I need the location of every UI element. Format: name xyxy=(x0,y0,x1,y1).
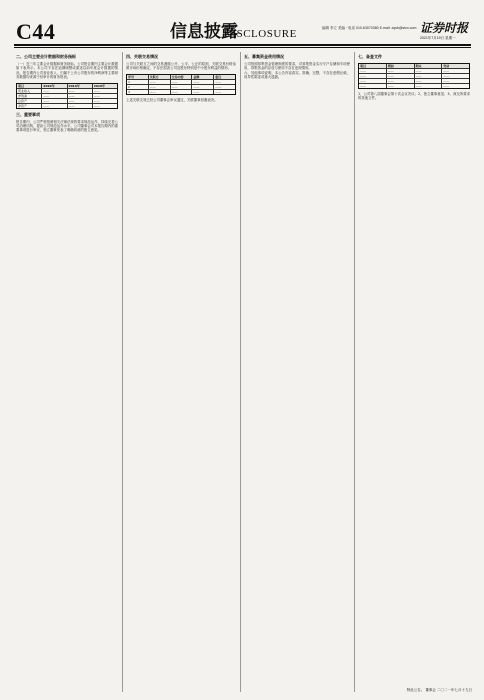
col2-paragraph-1: 公司与关联方之间的交易遵循公开、公平、公正的原则，关联交易价格参照市场价格确定，不存在损害公司及股东特别是中小股东利益的情形。 xyxy=(126,62,236,71)
masthead xyxy=(0,0,484,44)
table-cell: —— xyxy=(171,80,193,84)
col4-table-1 xyxy=(358,63,470,89)
col1-heading-2: 三、重要事项 xyxy=(16,111,40,117)
table-cell: 2018年 xyxy=(93,83,106,88)
column-divider xyxy=(122,52,123,692)
table-row xyxy=(17,104,117,108)
table-cell: —— xyxy=(387,74,415,78)
table-cell: —— xyxy=(192,80,214,84)
table-cell: 期末 xyxy=(415,64,443,68)
table-cell: 2020年 xyxy=(42,84,67,88)
table-cell: —— xyxy=(443,69,450,73)
table-cell: 净资产 xyxy=(17,104,42,108)
table-cell: —— xyxy=(149,90,171,94)
table-cell: —— xyxy=(387,84,415,88)
table-cell: —— xyxy=(68,89,93,93)
table-cell: —— xyxy=(415,79,443,83)
table-cell: 变动 xyxy=(443,64,450,68)
table-cell: —— xyxy=(215,79,222,84)
table-cell: —— xyxy=(42,89,67,93)
table-cell: —— xyxy=(359,84,387,88)
table-cell: —— xyxy=(192,90,214,94)
table-cell: —— xyxy=(415,74,443,78)
section-title-cn: 信息披露 xyxy=(170,22,238,42)
table-cell: 项目 xyxy=(359,64,387,68)
table-cell: —— xyxy=(359,74,387,78)
col1-table-1 xyxy=(16,83,118,109)
col3-heading-1: 五、募集资金使用情况 xyxy=(244,54,284,59)
table-cell: —— xyxy=(192,85,214,89)
table-cell: 期初 xyxy=(387,64,415,68)
col2-heading-1: 四、关联交易情况 xyxy=(126,54,158,59)
table-cell: 序号 xyxy=(127,75,149,79)
issue-date: 2021年7月19日 星期一 xyxy=(420,36,456,40)
table-row xyxy=(359,84,469,88)
table-cell: —— xyxy=(93,98,100,103)
col3-paragraph-2: 六、其他事项说明。本公告内容真实、准确、完整，不存在虚假记载、误导性陈述或重大遗漏。 xyxy=(244,70,350,80)
table-cell: 项目 xyxy=(17,84,42,88)
table-cell: 净利润 xyxy=(17,94,42,98)
col1-paragraph-1: （一）近三年主要会计数据和财务指标。公司报告期内主要会计数据如下表所示，本公司不存在追溯调整或重述以前年度会计数据的情况。报告期内公司营业收入、归属于上市公司股东的净利润等主要财务数据均来源于经审计的财务报表。 xyxy=(16,62,118,80)
table-cell: —— xyxy=(443,74,450,78)
col1-heading-1: 二、公司主要会计数据和财务指标 xyxy=(16,54,76,59)
masthead-rule-thick xyxy=(14,44,471,46)
table-cell: —— xyxy=(93,88,100,93)
table-cell: 关联方 xyxy=(149,75,171,79)
table-cell: 营业收入 xyxy=(17,89,42,93)
table-cell: —— xyxy=(68,94,93,98)
table-cell: —— xyxy=(171,85,193,89)
table-cell: —— xyxy=(387,79,415,83)
col2-paragraph-2: 上述关联交易已经公司董事会审议通过，关联董事回避表决。 xyxy=(126,97,218,102)
table-cell: —— xyxy=(42,104,67,108)
table-cell: —— xyxy=(93,93,100,98)
newspaper-logo: 证券时报 xyxy=(420,21,469,35)
table-cell: —— xyxy=(359,79,387,83)
table-cell: —— xyxy=(42,99,67,103)
col4-paragraph-1: 1、公司第八届董事会第十次会议决议；2、独立董事意见；3、深交所要求的其他文件。 xyxy=(358,92,470,101)
table-cell: —— xyxy=(149,85,171,89)
page-number: C44 xyxy=(16,19,56,44)
column-4 xyxy=(358,52,470,692)
signature-line: 特此公告。 董事会 二〇二一年七月十九日 xyxy=(406,688,472,692)
table-cell: 金额 xyxy=(192,75,214,79)
col3-paragraph-1: 公司按照募集资金管理制度的要求，对募集资金实行专户存储和专项使用，募集资金的存放与使用不存在违规情形。 xyxy=(244,62,350,71)
table-cell: 总资产 xyxy=(17,99,42,103)
table-cell: 备注 xyxy=(215,74,222,79)
table-cell: —— xyxy=(171,90,193,94)
table-cell: —— xyxy=(415,84,443,88)
col4-heading-1: 七、备查文件 xyxy=(358,54,382,59)
table-cell: —— xyxy=(68,99,93,103)
table-cell: 2019年 xyxy=(68,84,93,88)
table-cell: —— xyxy=(149,80,171,84)
col1-paragraph-2: 报告期内，公司严格按照相关法律法规的要求规范运作，持续完善公司治理结构，提高公司规范运作水平。公司董事会对本报告期内的重要事项进行审议，独立董事发表了明确同意的独立意见。 xyxy=(16,119,118,133)
masthead-rule-thin xyxy=(14,47,471,48)
column-2 xyxy=(126,52,236,692)
table-cell: —— xyxy=(359,69,387,73)
table-cell: —— xyxy=(415,69,443,73)
table-cell: 3 xyxy=(127,90,149,94)
table-cell: —— xyxy=(215,89,222,94)
table-cell: —— xyxy=(42,94,67,98)
table-cell: —— xyxy=(68,104,93,108)
table-cell: —— xyxy=(443,79,450,83)
column-1 xyxy=(16,52,118,692)
table-cell: —— xyxy=(443,84,450,88)
table-cell: 2 xyxy=(127,85,149,89)
table-cell: 交易内容 xyxy=(171,75,193,79)
table-cell: 1 xyxy=(127,80,149,84)
editor-contact-line: 编辑 李立 美编 · 电话 010-63070380 E-mail: zqsb@stcn.com xyxy=(322,26,417,30)
column-3 xyxy=(244,52,350,692)
column-divider xyxy=(354,52,355,692)
table-cell: —— xyxy=(215,84,222,89)
table-cell: —— xyxy=(93,103,100,108)
column-divider xyxy=(240,52,241,692)
col2-table-1 xyxy=(126,74,236,95)
table-cell: —— xyxy=(387,69,415,73)
table-row xyxy=(127,90,235,94)
section-title-en: DISCLOSURE xyxy=(224,28,297,40)
